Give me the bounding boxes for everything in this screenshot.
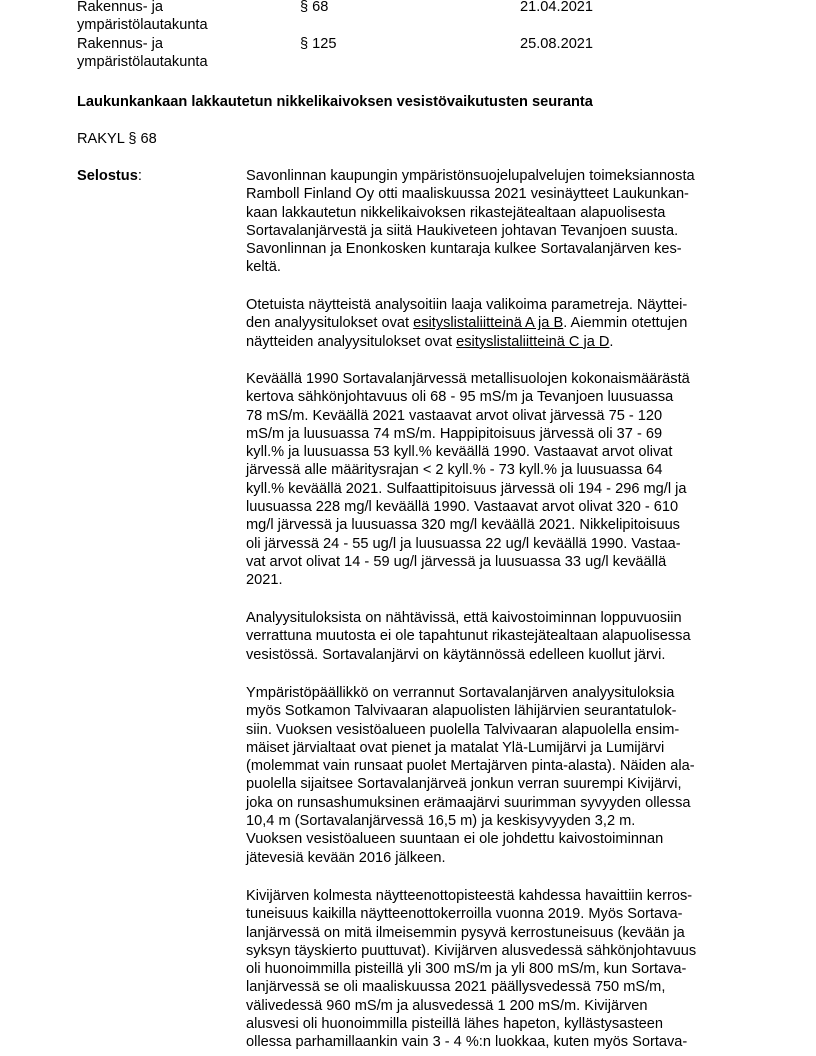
paragraph-line: ollessa parhamillaankin vain 3 - 4 %:n luokkaa, kuten myös Sortava- (246, 1034, 688, 1051)
history-row (0, 0, 816, 35)
paragraph-1 (246, 167, 746, 277)
history-date: 25.08.2021 (520, 36, 594, 52)
paragraph-line: järvessä alle määritysrajan < 2 kyll.% - 73 kyll.% ja luusuassa 64 (246, 462, 663, 479)
paragraph-line: Vuoksen vesistöalueen suuntaan ei ole johdettu kaivostoiminnan (246, 831, 664, 848)
paragraph-line: 2021. (246, 572, 283, 589)
paragraph-line: Kivijärven kolmesta näytteenottopisteestä kahdessa havaittiin kerros- (246, 888, 693, 904)
paragraph-line: Ramboll Finland Oy otti maaliskuussa 2021 vesinäytteet Laukunkan- (246, 186, 689, 203)
paragraph-line: vesistössä. Sortavalanjärvi on käytännössä edelleen kuollut järvi. (246, 646, 666, 663)
history-body (77, 0, 277, 34)
paragraph-line: kaan lakkautetun nikkelikaivoksen rikastejätealtaan alapuolisesta (246, 204, 666, 221)
paragraph-line: Otetuista näytteistä analysoitiin laaja valikoima parametreja. Näyttei- (246, 297, 688, 313)
item-title: Laukunkankaan lakkautetun nikkelikaivoksen vesistövaikutusten seuranta (77, 94, 593, 110)
paragraph-line: tuneisuus kaikilla näytteenottokerroilla vuonna 2019. Myös Sortava- (246, 906, 683, 923)
paragraph-line: mS/m ja luusuassa 74 mS/m. Happipitoisuus järvessä oli 37 - 69 (246, 425, 663, 442)
item-reference: RAKYL § 68 (77, 131, 157, 147)
paragraph-line: syksyn täyskierto puuttuvat). Kivijärven alusvedessä sähkönjohtavuus (246, 942, 697, 959)
paragraph-text: . Aiemmin otettujen (563, 315, 688, 332)
section-label (77, 167, 142, 185)
paragraph-line: Savonlinnan kaupungin ympäristönsuojelupalvelujen toimeksiannosta (246, 168, 695, 184)
paragraph-line (246, 314, 746, 332)
paragraph-line: kyll.% ja luusuassa 53 kyll.% keväällä 1990. Vastaavat arvot olivat (246, 444, 673, 461)
section-label-text: Selostus (77, 168, 138, 184)
paragraph-line: lanjärvessä on mitä ilmeisemmin pysyvä kerrostuneisuus (kevään ja (246, 924, 685, 941)
history-body-line: ympäristölautakunta (77, 53, 208, 70)
paragraph-line: siin. Vuoksen vesistöalueen puolella Talvivaaran alapuolella ensim- (246, 721, 680, 738)
paragraph-line: mg/l järvessä ja luusuassa 320 mg/l keväällä 2021. Nikkelipitoisuus (246, 517, 680, 534)
paragraph-line (246, 333, 746, 351)
paragraph-line: (molemmat vain runsaat puolet Mertajärven pinta-alasta). Näiden ala- (246, 758, 695, 775)
paragraph-line: 10,4 m (Sortavalanjärvessä 16,5 m) ja keskisyvyyden 3,2 m. (246, 813, 636, 830)
paragraph-line: jätevesiä kevään 2016 jälkeen. (246, 849, 446, 866)
paragraph-line: oli järvessä 24 - 55 ug/l ja luusuassa 22 ug/l keväällä 1990. Vastaa- (246, 535, 681, 552)
paragraph-line: kyll.% keväällä 2021. Sulfaattipitoisuus järvessä oli 194 - 296 mg/l ja (246, 480, 687, 497)
paragraph-5 (246, 684, 746, 867)
attachment-link-c-d[interactable]: esityslistaliitteinä C ja D (456, 333, 610, 350)
paragraph-3 (246, 370, 746, 590)
history-body-line: Rakennus- ja (77, 36, 163, 52)
paragraph-line: vat arvot olivat 14 - 59 ug/l järvessä ja luusuassa 33 ug/l keväällä (246, 553, 667, 570)
history-section: § 68 (300, 0, 329, 15)
paragraph-line: 78 mS/m. Keväällä 2021 vastaavat arvot olivat järvessä 75 - 120 (246, 407, 663, 424)
paragraph-line: Analyysituloksista on nähtävissä, että kaivostoiminnan loppuvuosiin (246, 610, 682, 626)
paragraph-2 (246, 296, 746, 351)
paragraph-line: luusuassa 228 mg/l keväällä 1990. Vastaavat arvot olivat 320 - 610 (246, 499, 679, 516)
paragraph-line: alusvesi oli huonoimmilla pisteillä lähes hapeton, kyllästysasteen (246, 1016, 663, 1033)
paragraph-line: myös Sotkamon Talvivaaran alapuolisten lähijärvien seurantatulok- (246, 703, 677, 720)
paragraph-line: Sortavalanjärvestä ja siitä Haukiveteen johtavan Tevanjoen suusta. (246, 222, 679, 239)
attachment-link-a-b[interactable]: esityslistaliitteinä A ja B (413, 315, 564, 332)
history-body-line: ympäristölautakunta (77, 16, 208, 33)
paragraph-line: puolella sijaitsee Sortavalanjärveä jonkun verran suurempi Kivijärvi, (246, 776, 682, 793)
paragraph-text: . (609, 333, 614, 350)
paragraph-line: verrattuna muutosta ei ole tapahtunut rikastejätealtaan alapuolisessa (246, 628, 691, 645)
paragraph-line: Savonlinnan ja Enonkosken kuntaraja kulkee Sortavalanjärven kes- (246, 241, 682, 258)
paragraph-line: kertova sähkönjohtavuus oli 68 - 95 mS/m ja Tevanjoen luusuassa (246, 389, 674, 406)
paragraph-text: näytteiden analyysitulokset ovat (246, 333, 457, 350)
paragraph-line: joka on runsashumuksinen erämaajärvi suurimman syvyyden ollessa (246, 794, 691, 811)
history-section: § 125 (300, 36, 337, 52)
paragraph-line: välivedessä 960 mS/m ja alusvedessä 1 200 mS/m. Kivijärven (246, 997, 648, 1014)
paragraph-line: keltä. (246, 259, 281, 276)
paragraph-line: oli huonoimmilla pisteillä yli 300 mS/m ja yli 800 mS/m, kun Sortava- (246, 961, 687, 978)
paragraph-text: den analyysitulokset ovat (246, 315, 414, 332)
paragraph-line: lanjärvessä se oli maaliskuussa 2021 päällysvedessä 750 mS/m, (246, 979, 666, 996)
paragraph-line: mäiset järvialtaat ovat pienet ja matalat Ylä-Lumijärvi ja Lumijärvi (246, 739, 665, 756)
paragraph-line: Ympäristöpäällikkö on verrannut Sortavalanjärven analyysituloksia (246, 685, 675, 701)
history-row (0, 36, 816, 72)
history-body-line: Rakennus- ja (77, 0, 163, 15)
history-body (77, 36, 277, 71)
history-date: 21.04.2021 (520, 0, 594, 15)
paragraph-line: Keväällä 1990 Sortavalanjärvessä metallisuolojen kokonaismäärästä (246, 371, 690, 387)
paragraph-4 (246, 609, 746, 664)
paragraph-6 (246, 887, 746, 1052)
section-label-colon: : (137, 168, 142, 184)
